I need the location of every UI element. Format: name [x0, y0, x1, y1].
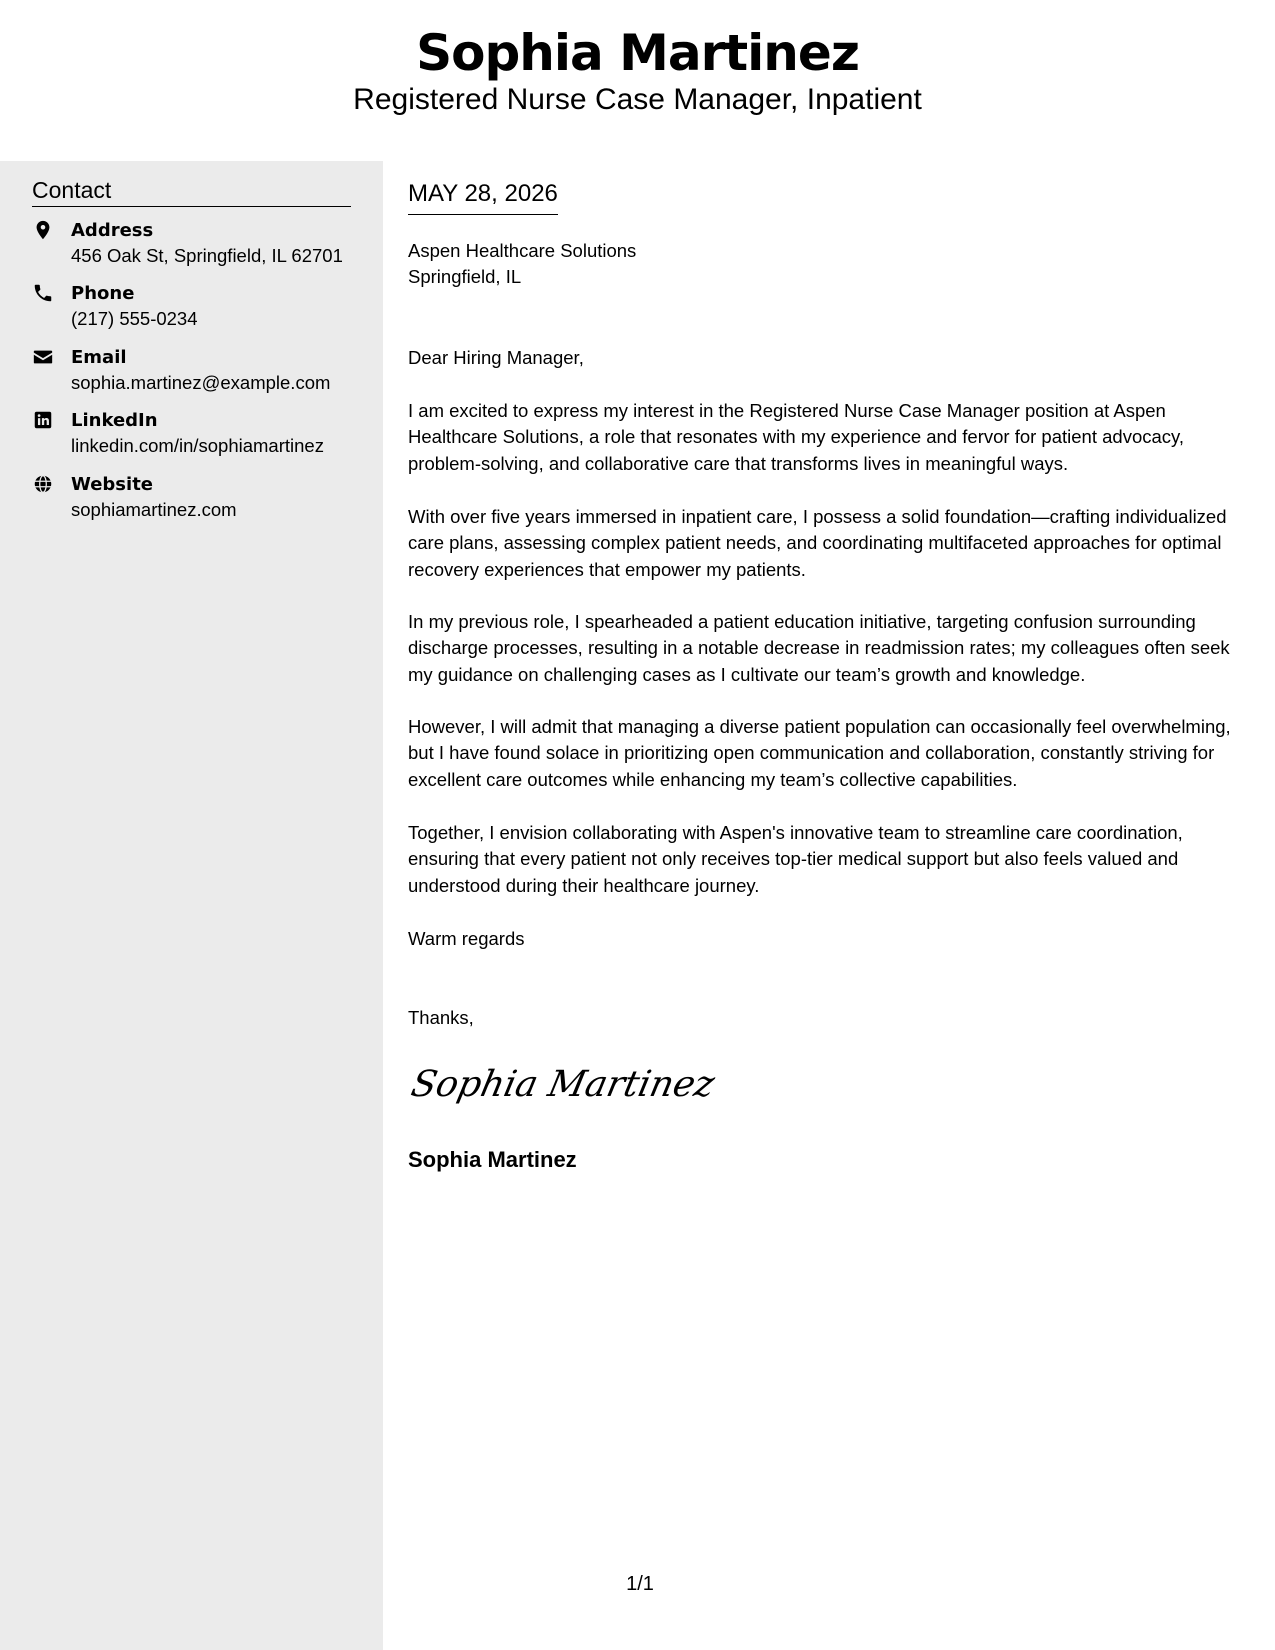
contact-value-linkedin[interactable]: linkedin.com/in/sophiamartinez: [71, 435, 324, 456]
applicant-job-title: Registered Nurse Case Manager, Inpatient: [353, 83, 922, 116]
contact-item-email: [32, 346, 362, 402]
letter-paragraph: I am excited to express my interest in the Registered Nurse Case Manager position at Aspen Healthcare Solutions, a role that resonates with my experience and fervor for patient advocacy, problem-solving, and collaborative care that transforms lives in meaningful ways.: [408, 400, 1185, 474]
contact-value-phone: (217) 555-0234: [71, 308, 198, 329]
envelope-icon: [32, 346, 54, 368]
contact-value-address: 456 Oak St, Springfield, IL 62701: [71, 245, 343, 266]
contact-label-address: Address: [71, 220, 154, 241]
contact-item-website: [32, 473, 362, 529]
contact-heading: Contact: [32, 176, 351, 207]
closing-thanks: Thanks,: [408, 1007, 474, 1028]
letter-paragraph: In my previous role, I spearheaded a patient education initiative, targeting confusion surrounding discharge processes, resulting in a notable decrease in readmission rates; my colleagues often seek my guidance on challenging cases as I cultivate our team’s growth and knowledge.: [408, 611, 1230, 685]
signature-text: Sophia Martinez: [407, 1062, 719, 1105]
phone-icon: [32, 282, 54, 304]
globe-icon: [32, 473, 54, 495]
applicant-name: Sophia Martinez: [416, 24, 859, 82]
recipient-location: Springfield, IL: [408, 266, 522, 287]
signer-name: Sophia Martinez: [408, 1147, 577, 1172]
letter-paragraph: With over five years immersed in inpatient care, I possess a solid foundation—crafting individualized care plans, assessing complex patient needs, and coordinating multifaceted approaches for optimal recovery experiences that empower my patients.: [408, 506, 1227, 580]
handwritten-signature: [407, 1056, 719, 1111]
contact-item-address: [32, 219, 362, 275]
contact-label-email: Email: [71, 347, 127, 368]
salutation: Dear Hiring Manager,: [408, 347, 584, 368]
linkedin-icon: [32, 409, 54, 431]
resume-header: [0, 0, 1275, 160]
contact-sidebar: [0, 161, 383, 1650]
letter-date: MAY 28, 2026: [408, 179, 558, 215]
contact-value-website[interactable]: sophiamartinez.com: [71, 499, 237, 520]
contact-item-phone: [32, 282, 362, 338]
letter-paragraph: However, I will admit that managing a diverse patient population can occasionally feel overwhelming, but I have found solace in prioritizing open communication and collaboration, constantly striving for excellent care outcomes while enhancing my team’s collective capabilities.: [408, 716, 1231, 790]
closing-regards: Warm regards: [408, 928, 525, 949]
contact-item-linkedin: [32, 409, 362, 465]
recipient-block: [408, 238, 636, 290]
contact-label-website: Website: [71, 474, 154, 495]
contact-label-linkedin: LinkedIn: [71, 410, 158, 431]
contact-label-phone: Phone: [71, 283, 135, 304]
letter-paragraph: Together, I envision collaborating with Aspen's innovative team to streamline care coordination, ensuring that every patient not only receives top-tier medical support but also feels valued and understood during their healthcare journey.: [408, 822, 1183, 896]
recipient-company: Aspen Healthcare Solutions: [408, 240, 637, 261]
contact-value-email[interactable]: sophia.martinez@example.com: [71, 372, 331, 393]
page-number: 1/1: [626, 1573, 654, 1595]
map-pin-icon: [32, 219, 54, 241]
